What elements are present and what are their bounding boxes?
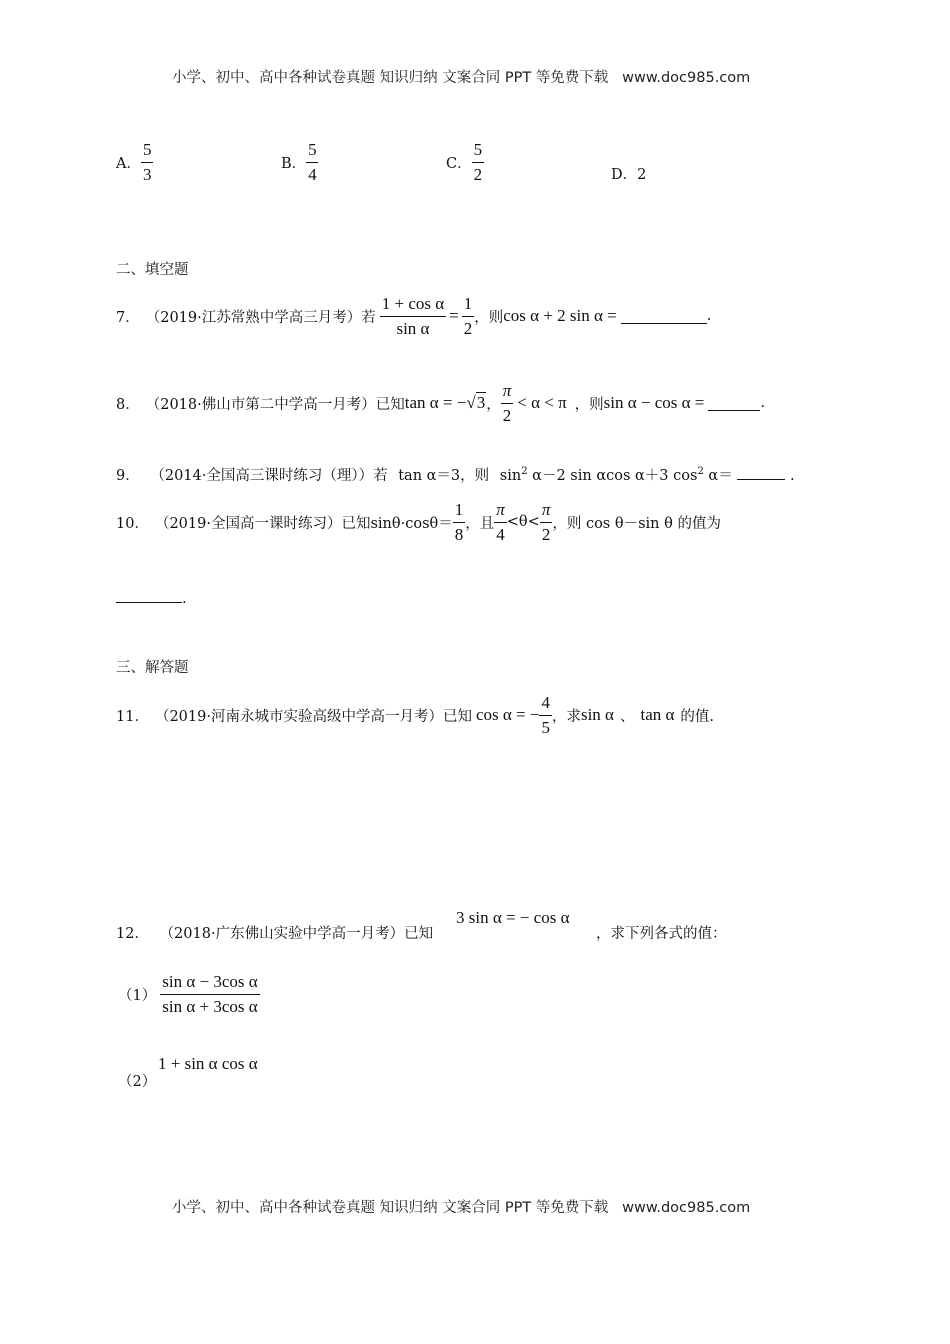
q12-part-1 xyxy=(118,968,260,1020)
option-a-den: 3 xyxy=(142,164,152,184)
q11-end: 的值. xyxy=(680,708,715,725)
option-c-den: 2 xyxy=(473,164,483,184)
q12-part1-num: sin α − 3cos α xyxy=(160,972,259,995)
q11-sep: 、 xyxy=(619,708,635,725)
q11-number: 11． xyxy=(116,708,149,725)
q12-expr: 3 sin α = − cos α xyxy=(456,908,570,927)
q9-p2: 2 xyxy=(697,466,704,478)
q10-pi-over-2 xyxy=(540,500,553,544)
q8-pi: π xyxy=(501,381,514,404)
q8-pi-over-2 xyxy=(501,381,514,425)
option-c-label: C． xyxy=(446,155,472,172)
q10-eight: 8 xyxy=(454,524,464,544)
q12-source: （2018·广东佛山实验中学高一月考）已知 xyxy=(159,926,434,942)
q9-s2: α－2 sin αcos α＋3 cos xyxy=(527,468,698,484)
q10-and: ，且 xyxy=(465,515,495,532)
q7-end: . xyxy=(706,308,712,324)
q11-den: 5 xyxy=(541,717,550,737)
q11-fraction xyxy=(539,693,552,737)
footer-site: www.doc985.com xyxy=(622,1200,751,1216)
option-c-fraction xyxy=(472,140,485,184)
q8-range: < α < π xyxy=(517,393,567,412)
q12-number: 12． xyxy=(116,926,149,942)
option-a-fraction xyxy=(141,140,154,184)
q7-rhs-den: 2 xyxy=(463,318,473,338)
q9-number: 9． xyxy=(116,468,140,484)
q10-pi-a: π xyxy=(494,500,507,523)
q10-answer-line xyxy=(116,588,187,607)
q12-ask: ，求下列各式的值： xyxy=(596,926,727,942)
page-footer xyxy=(172,1196,750,1217)
q9-s3: α＝ xyxy=(703,468,733,484)
option-b-label: B． xyxy=(281,155,307,172)
q11-ask: ，求 xyxy=(551,708,581,725)
q10-one: 1 xyxy=(453,500,466,523)
q9-expr xyxy=(500,468,733,484)
q8-sqrt: √3 xyxy=(466,393,486,412)
option-b xyxy=(281,137,319,187)
page-header xyxy=(172,66,750,87)
option-c-num: 5 xyxy=(473,139,483,159)
q10-end: . xyxy=(182,591,187,607)
option-b-num: 5 xyxy=(308,139,317,159)
q12-part1-label: （1） xyxy=(118,987,157,1004)
q10-number: 10． xyxy=(116,515,149,532)
q12-part2-expr: 1 + sin α cos α xyxy=(158,1054,258,1073)
q10-answer-blank[interactable] xyxy=(116,588,182,603)
q7-source: （2019·江苏常熟中学高三月考）若 xyxy=(145,309,376,326)
q9-end: . xyxy=(789,468,795,484)
q7-frac-den: sin α xyxy=(396,318,430,338)
q7-rhs-fraction xyxy=(462,294,475,338)
section-title-fill-blank: 二、填空题 xyxy=(116,262,189,278)
q10-source: （2019·全国高一课时练习）已知 xyxy=(154,515,371,532)
q8-comma: ， xyxy=(486,396,501,413)
q9-source: （2014·全国高三课时练习（理））若 xyxy=(150,468,388,484)
q8-two: 2 xyxy=(502,405,512,425)
q12-part1-fraction xyxy=(160,972,259,1016)
q10-pi-over-4 xyxy=(494,500,507,544)
q12-part1-den: sin α + 3cos α xyxy=(162,996,258,1016)
option-a-num: 5 xyxy=(142,139,152,159)
question-8 xyxy=(116,378,765,428)
option-a xyxy=(116,137,153,187)
q10-pi-b: π xyxy=(540,500,553,523)
q9-given: tan α＝3，则 xyxy=(398,468,490,484)
option-b-fraction xyxy=(306,140,319,184)
q10-four: 4 xyxy=(496,524,505,544)
q7-expr: cos α + 2 sin α = xyxy=(503,306,617,325)
q11-sin: sin α xyxy=(580,705,614,724)
question-7 xyxy=(116,291,711,341)
q7-then: ，则 xyxy=(474,309,504,326)
q10-two: 2 xyxy=(541,524,551,544)
q10-ask: ，则 cos θ－sin θ 的值为 xyxy=(552,515,721,532)
header-text: 小学、初中、高中各种试卷真题 知识归纳 文案合同 PPT 等免费下载 xyxy=(172,70,609,86)
q8-answer-blank[interactable] xyxy=(708,396,760,411)
q9-answer-blank[interactable] xyxy=(737,465,785,480)
q12-part2-label: （2） xyxy=(118,1074,157,1090)
header-site: www.doc985.com xyxy=(622,70,751,86)
q11-source: （2019·河南永城市实验高级中学高一月考）已知 xyxy=(154,708,472,725)
option-d xyxy=(611,163,646,184)
option-c xyxy=(446,137,484,187)
q8-end: . xyxy=(760,395,766,411)
q8-expr2: sin α − cos α = xyxy=(603,393,705,412)
option-b-den: 4 xyxy=(308,164,317,184)
option-d-value: 2 xyxy=(637,167,647,183)
q8-number: 8． xyxy=(116,396,140,413)
q7-answer-blank[interactable] xyxy=(621,309,707,324)
q7-rhs-num: 1 xyxy=(462,294,475,317)
q8-expr1: tan α = − xyxy=(404,393,467,412)
footer-text: 小学、初中、高中各种试卷真题 知识归纳 文案合同 PPT 等免费下载 xyxy=(172,1200,609,1216)
option-a-label: A． xyxy=(116,155,141,172)
question-11 xyxy=(116,690,714,740)
q9-s1: sin xyxy=(499,468,522,484)
q10-mid: <θ< xyxy=(506,514,540,530)
option-d-label: D． xyxy=(611,167,638,183)
q7-eq: = xyxy=(449,306,459,325)
q11-num: 4 xyxy=(539,693,552,716)
q10-expr: sinθ·cosθ＝ xyxy=(370,515,453,532)
question-12 xyxy=(116,922,433,943)
q9-p1: 2 xyxy=(521,466,528,478)
q8-sqrt-content: 3 xyxy=(476,393,486,412)
section-title-solve: 三、解答题 xyxy=(116,660,189,676)
question-10 xyxy=(116,497,721,547)
q11-expr: cos α = − xyxy=(475,705,540,724)
q10-one-eighth xyxy=(453,500,466,544)
q11-tan: tan α xyxy=(640,705,675,724)
q7-fraction xyxy=(380,294,446,338)
q8-source: （2018·佛山市第二中学高一月考）已知 xyxy=(145,396,405,413)
q8-then: ，则 xyxy=(574,396,604,413)
question-9 xyxy=(116,464,795,485)
q7-frac-num: 1 + cos α xyxy=(380,294,446,317)
q7-number: 7． xyxy=(116,309,140,326)
